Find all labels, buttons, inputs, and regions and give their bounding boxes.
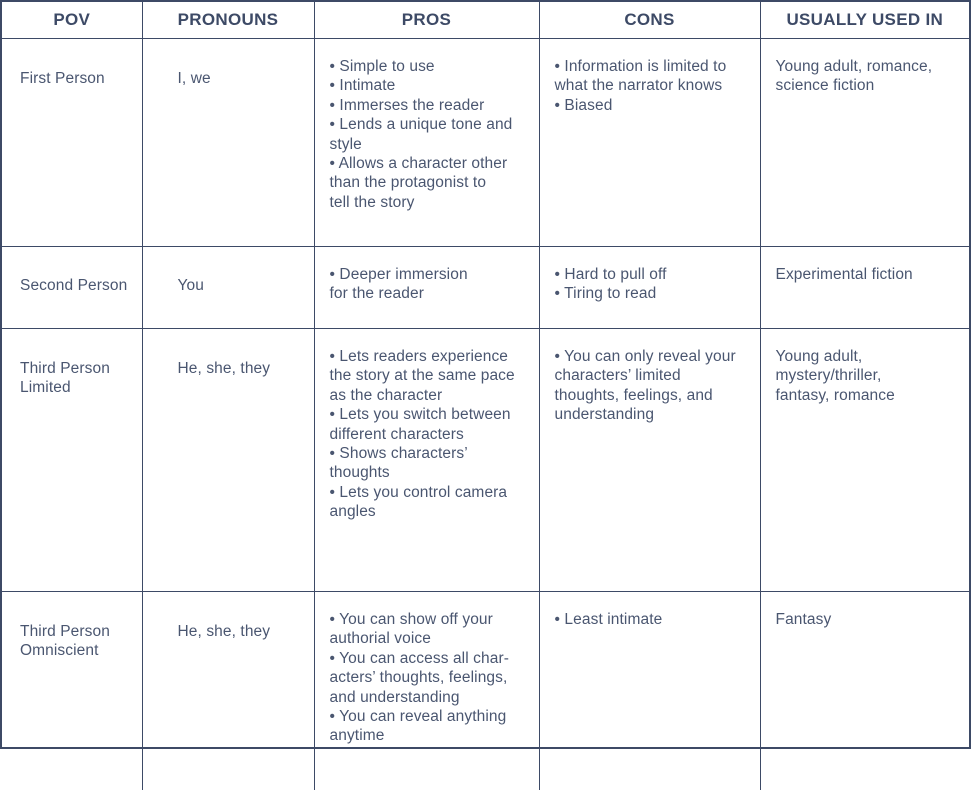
pov-label: Limited: [20, 378, 128, 397]
cons-cell: [539, 329, 760, 592]
pros-line: angles: [330, 502, 525, 521]
pros-line: the story at the same pace: [330, 366, 525, 385]
cons-line: • Biased: [555, 96, 746, 115]
table-row: [2, 39, 969, 247]
cons-cell: [539, 592, 760, 790]
pronouns-cell: [142, 39, 314, 247]
usually-used-in-line: Young adult, romance,: [776, 57, 956, 76]
pov-cell: [2, 247, 142, 329]
pros-line: • Shows characters’: [330, 444, 525, 463]
usually-used-in-cell: [760, 329, 969, 592]
usually-used-in-line: mystery/thriller,: [776, 366, 956, 385]
header-row: [2, 2, 969, 39]
pros-cell: [314, 592, 539, 790]
cons-line: understanding: [555, 405, 746, 424]
pros-line: and understanding: [330, 688, 525, 707]
pov-label: First Person: [20, 69, 128, 88]
pros-line: than the protagonist to: [330, 173, 525, 192]
usually-used-in-cell: [760, 39, 969, 247]
pros-line: • Deeper immersion: [330, 265, 525, 284]
header-usually-used-in: USUALLY USED IN: [760, 2, 969, 39]
pronouns-text: I, we: [178, 69, 300, 88]
usually-used-in-line: Fantasy: [776, 610, 956, 629]
usually-used-in-line: Experimental fiction: [776, 265, 956, 284]
pov-comparison-table: [2, 2, 969, 790]
usually-used-in-line: fantasy, romance: [776, 386, 956, 405]
cons-cell: [539, 247, 760, 329]
pros-line: • You can access all char-: [330, 649, 525, 668]
usually-used-in-line: science fiction: [776, 76, 956, 95]
cons-line: what the narrator knows: [555, 76, 746, 95]
pros-cell: [314, 39, 539, 247]
pronouns-cell: [142, 592, 314, 790]
cons-line: • Tiring to read: [555, 284, 746, 303]
pros-line: style: [330, 135, 525, 154]
pros-line: different characters: [330, 425, 525, 444]
pros-cell: [314, 247, 539, 329]
pov-cell: [2, 592, 142, 790]
pros-line: thoughts: [330, 463, 525, 482]
pros-line: • You can reveal anything: [330, 707, 525, 726]
pov-cell: [2, 329, 142, 592]
pros-line: tell the story: [330, 193, 525, 212]
pronouns-text: He, she, they: [178, 622, 300, 641]
pov-label: Second Person: [20, 276, 128, 295]
pros-line: • Lends a unique tone and: [330, 115, 525, 134]
header-cons: CONS: [539, 2, 760, 39]
cons-line: • Least intimate: [555, 610, 746, 629]
pov-label: Omniscient: [20, 641, 128, 660]
usually-used-in-cell: [760, 592, 969, 790]
cons-line: • You can only reveal your: [555, 347, 746, 366]
header-pronouns: PRONOUNS: [142, 2, 314, 39]
pros-line: acters’ thoughts, feelings,: [330, 668, 525, 687]
pros-cell: [314, 329, 539, 592]
pros-line: as the character: [330, 386, 525, 405]
pronouns-cell: [142, 247, 314, 329]
cons-cell: [539, 39, 760, 247]
cons-line: characters’ limited: [555, 366, 746, 385]
cons-line: • Hard to pull off: [555, 265, 746, 284]
pros-line: • Simple to use: [330, 57, 525, 76]
pros-line: • Lets you control camera: [330, 483, 525, 502]
usually-used-in-cell: [760, 247, 969, 329]
table-row: [2, 329, 969, 592]
pros-line: • Intimate: [330, 76, 525, 95]
header-pov: POV: [2, 2, 142, 39]
pros-line: for the reader: [330, 284, 525, 303]
pros-line: • Lets you switch between: [330, 405, 525, 424]
cons-line: thoughts, feelings, and: [555, 386, 746, 405]
usually-used-in-line: Young adult,: [776, 347, 956, 366]
table-row: [2, 592, 969, 790]
pros-line: • Lets readers experience: [330, 347, 525, 366]
pros-line: • Immerses the reader: [330, 96, 525, 115]
pov-cell: [2, 39, 142, 247]
pov-label: Third Person: [20, 622, 128, 641]
pov-label: Third Person: [20, 359, 128, 378]
pros-line: • You can show off your: [330, 610, 525, 629]
pronouns-text: You: [178, 276, 300, 295]
pros-line: authorial voice: [330, 629, 525, 648]
cons-line: • Information is limited to: [555, 57, 746, 76]
pronouns-cell: [142, 329, 314, 592]
pros-line: anytime: [330, 726, 525, 745]
pronouns-text: He, she, they: [178, 359, 300, 378]
table-row: [2, 247, 969, 329]
header-pros: PROS: [314, 2, 539, 39]
pros-line: • Allows a character other: [330, 154, 525, 173]
